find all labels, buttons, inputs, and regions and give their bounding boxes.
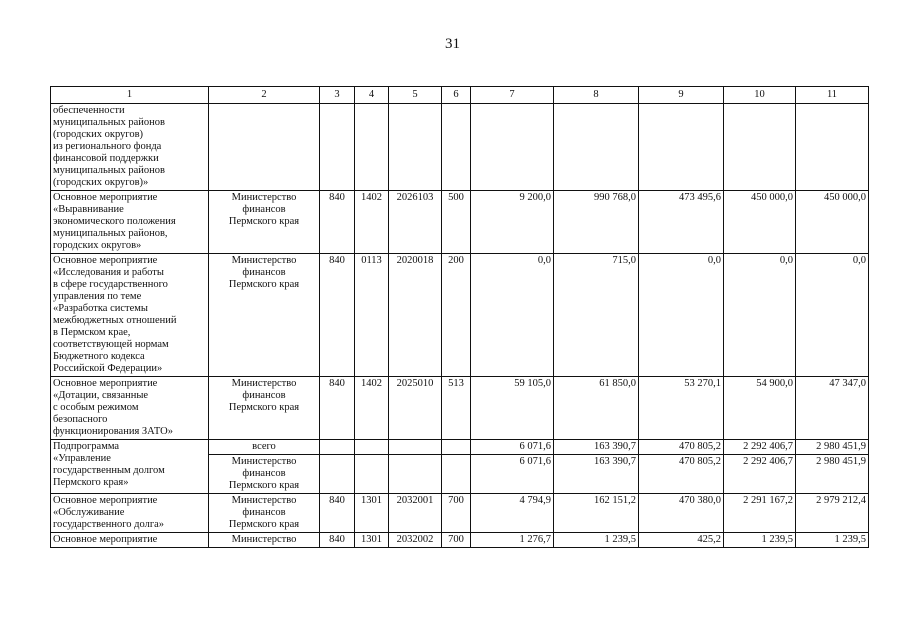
col-header-6: 6 xyxy=(442,87,471,104)
table-row xyxy=(51,191,869,254)
row-value-9: 470 805,2 xyxy=(639,440,724,455)
subprogram-total-row xyxy=(51,440,869,455)
row-value-10: 2 292 406,7 xyxy=(724,440,796,455)
row-code-5: 2032001 xyxy=(389,494,442,533)
row-value-10: 2 292 406,7 xyxy=(724,455,796,494)
row-value-8: 163 390,7 xyxy=(554,440,639,455)
row-value-7: 9 200,0 xyxy=(471,191,554,254)
row-code-5: 2020018 xyxy=(389,254,442,377)
row-code-5 xyxy=(389,455,442,494)
row-value-7 xyxy=(471,104,554,191)
row-code-4 xyxy=(355,455,389,494)
row-value-7: 0,0 xyxy=(471,254,554,377)
row-code-4: 1301 xyxy=(355,533,389,548)
row-code-3 xyxy=(320,440,355,455)
row-value-8: 163 390,7 xyxy=(554,455,639,494)
col-header-4: 4 xyxy=(355,87,389,104)
row-value-11: 47 347,0 xyxy=(796,377,869,440)
row-code-5 xyxy=(389,440,442,455)
row-code-4 xyxy=(355,104,389,191)
table-row xyxy=(51,377,869,440)
row-value-10: 2 291 167,2 xyxy=(724,494,796,533)
row-value-11: 0,0 xyxy=(796,254,869,377)
row-value-10: 450 000,0 xyxy=(724,191,796,254)
row-executor xyxy=(209,104,320,191)
col-header-9: 9 xyxy=(639,87,724,104)
row-code-6: 200 xyxy=(442,254,471,377)
row-code-5: 2032002 xyxy=(389,533,442,548)
row-value-7: 59 105,0 xyxy=(471,377,554,440)
table-row xyxy=(51,254,869,377)
row-value-11: 2 980 451,9 xyxy=(796,455,869,494)
row-executor: Министерство финансов Пермского края xyxy=(209,254,320,377)
row-value-8: 1 239,5 xyxy=(554,533,639,548)
row-value-9: 53 270,1 xyxy=(639,377,724,440)
col-header-3: 3 xyxy=(320,87,355,104)
subprogram-name: Подпрограмма «Управление государственным долгом Пермского края» xyxy=(51,440,209,494)
col-header-8: 8 xyxy=(554,87,639,104)
row-executor: Министерство финансов Пермского края xyxy=(209,455,320,494)
row-code-3: 840 xyxy=(320,254,355,377)
row-value-10: 1 239,5 xyxy=(724,533,796,548)
row-code-3: 840 xyxy=(320,494,355,533)
row-name: Основное мероприятие «Обслуживание государственного долга» xyxy=(51,494,209,533)
row-value-8: 990 768,0 xyxy=(554,191,639,254)
row-executor: всего xyxy=(209,440,320,455)
row-value-11: 2 980 451,9 xyxy=(796,440,869,455)
row-name: Основное мероприятие «Выравнивание экономического положения муниципальных районов, городских округов» xyxy=(51,191,209,254)
row-value-9: 0,0 xyxy=(639,254,724,377)
row-executor: Министерство финансов Пермского края xyxy=(209,494,320,533)
row-code-4: 1402 xyxy=(355,191,389,254)
row-code-6 xyxy=(442,440,471,455)
row-value-7: 4 794,9 xyxy=(471,494,554,533)
row-code-6 xyxy=(442,104,471,191)
row-value-10 xyxy=(724,104,796,191)
row-code-3: 840 xyxy=(320,533,355,548)
col-header-10: 10 xyxy=(724,87,796,104)
row-name: Основное мероприятие «Исследования и работы в сфере государственного управления по теме «Разработка системы межбюджетных отношений в Пермском крае, соответствующей нормам Бюджетного кодекса Российской Федерации» xyxy=(51,254,209,377)
table-row xyxy=(51,494,869,533)
row-name: Основное мероприятие xyxy=(51,533,209,548)
row-code-5: 2026103 xyxy=(389,191,442,254)
row-value-9: 473 495,6 xyxy=(639,191,724,254)
row-code-4 xyxy=(355,440,389,455)
table-row xyxy=(51,104,869,191)
header-row xyxy=(51,87,869,104)
col-header-2: 2 xyxy=(209,87,320,104)
row-value-11: 1 239,5 xyxy=(796,533,869,548)
row-code-3: 840 xyxy=(320,191,355,254)
row-code-4: 1402 xyxy=(355,377,389,440)
row-code-3 xyxy=(320,455,355,494)
row-value-9: 470 805,2 xyxy=(639,455,724,494)
table-row xyxy=(51,533,869,548)
budget-table xyxy=(50,86,869,548)
row-value-11: 2 979 212,4 xyxy=(796,494,869,533)
row-code-5 xyxy=(389,104,442,191)
page-number: 31 xyxy=(445,36,460,52)
col-header-7: 7 xyxy=(471,87,554,104)
row-name: Основное мероприятие «Дотации, связанные с особым режимом безопасного функционирования ЗАТО» xyxy=(51,377,209,440)
row-code-3 xyxy=(320,104,355,191)
row-value-10: 0,0 xyxy=(724,254,796,377)
row-value-9 xyxy=(639,104,724,191)
row-executor: Министерство финансов Пермского края xyxy=(209,191,320,254)
col-header-1: 1 xyxy=(51,87,209,104)
row-value-8 xyxy=(554,104,639,191)
row-code-3: 840 xyxy=(320,377,355,440)
row-value-11: 450 000,0 xyxy=(796,191,869,254)
row-value-10: 54 900,0 xyxy=(724,377,796,440)
row-code-6: 513 xyxy=(442,377,471,440)
row-code-6: 700 xyxy=(442,533,471,548)
col-header-5: 5 xyxy=(389,87,442,104)
row-executor: Министерство xyxy=(209,533,320,548)
row-code-6: 500 xyxy=(442,191,471,254)
row-code-6 xyxy=(442,455,471,494)
row-name: обеспеченности муниципальных районов (городских округов) из регионального фонда финансовой поддержки муниципальных районов (городских округов)» xyxy=(51,104,209,191)
col-header-11: 11 xyxy=(796,87,869,104)
row-value-11 xyxy=(796,104,869,191)
row-executor: Министерство финансов Пермского края xyxy=(209,377,320,440)
row-code-4: 1301 xyxy=(355,494,389,533)
row-code-6: 700 xyxy=(442,494,471,533)
row-value-7: 6 071,6 xyxy=(471,455,554,494)
row-value-9: 425,2 xyxy=(639,533,724,548)
row-code-4: 0113 xyxy=(355,254,389,377)
row-value-7: 1 276,7 xyxy=(471,533,554,548)
row-value-8: 61 850,0 xyxy=(554,377,639,440)
row-value-8: 162 151,2 xyxy=(554,494,639,533)
row-value-9: 470 380,0 xyxy=(639,494,724,533)
row-code-5: 2025010 xyxy=(389,377,442,440)
row-value-7: 6 071,6 xyxy=(471,440,554,455)
row-value-8: 715,0 xyxy=(554,254,639,377)
